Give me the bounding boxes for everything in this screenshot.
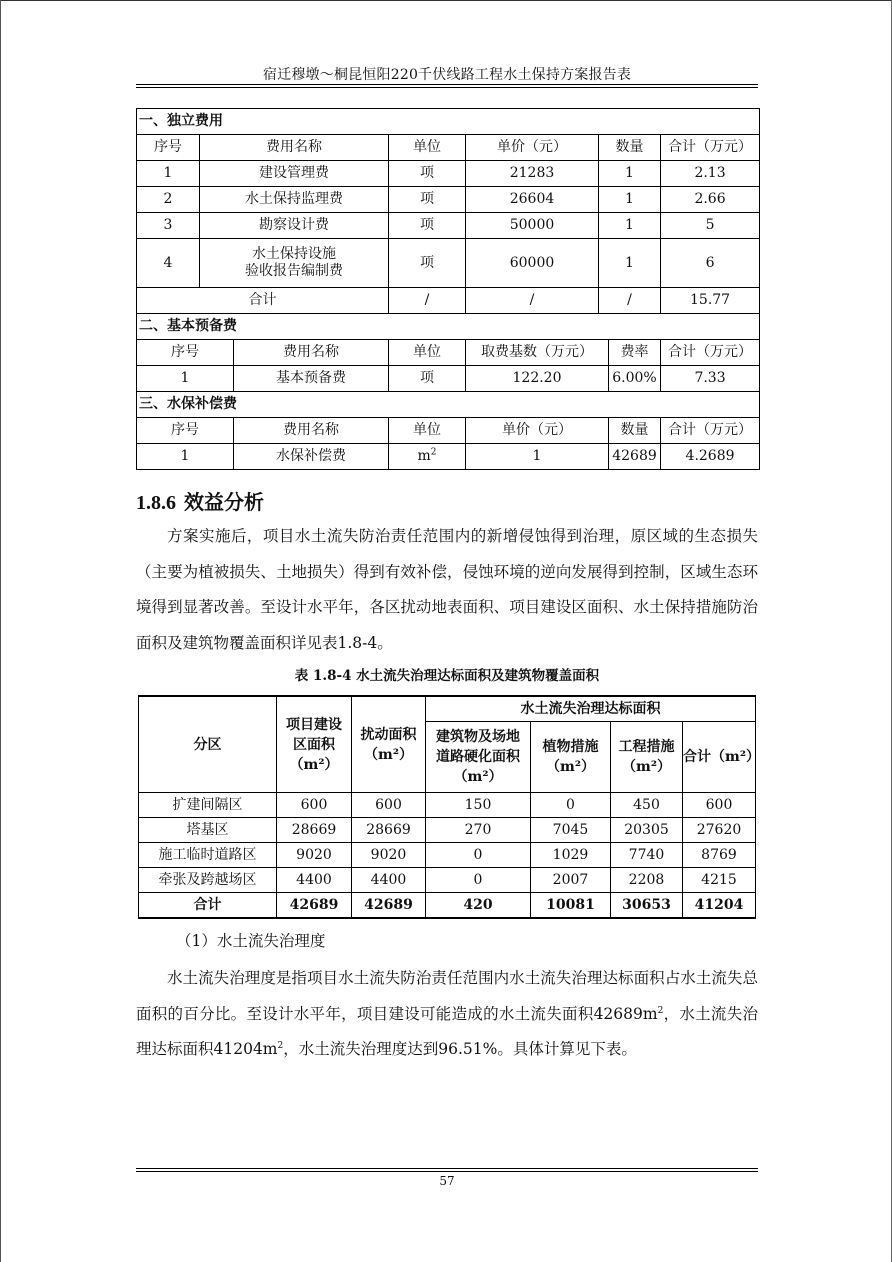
cell-no: 4	[137, 239, 200, 288]
header-cell: 单价（元）	[466, 418, 609, 444]
section-title-independent-fees: 一、独立费用	[137, 109, 760, 135]
cell-price: 50000	[466, 213, 599, 239]
cell-name-line: 水土保持设施	[252, 246, 336, 262]
header-cell: 单位	[389, 135, 466, 161]
cell-name: 勘察设计费	[200, 213, 389, 239]
header-line: （m²）	[622, 759, 671, 775]
cell-eng: 30653	[611, 893, 683, 919]
cell-unit: 项	[389, 366, 466, 392]
cell-project: 600	[277, 793, 352, 818]
cell-project: 4400	[277, 868, 352, 893]
header-line: （m²）	[364, 746, 413, 763]
table-row	[137, 444, 760, 470]
cell-eng: 450	[611, 793, 683, 818]
table-row	[137, 239, 760, 288]
cell-disturb: 28669	[352, 818, 426, 843]
total-row	[139, 893, 756, 919]
header-cell: 序号	[137, 135, 200, 161]
header-cell: 序号	[137, 340, 234, 366]
cell-total: 4.2689	[661, 444, 760, 470]
header-engineering	[611, 722, 683, 793]
section-title-compensation-fee: 三、水保补偿费	[137, 392, 760, 418]
cell-price: /	[466, 288, 599, 314]
cell-price: 60000	[466, 239, 599, 288]
header-cell: 数量	[609, 418, 661, 444]
footer-rule-double	[136, 1171, 758, 1172]
header-cell: 费用名称	[234, 340, 389, 366]
header-cell: 费用名称	[234, 418, 389, 444]
header-rule	[136, 84, 758, 85]
cell-building: 420	[426, 893, 531, 919]
cell-price: 1	[466, 444, 609, 470]
cell-no: 3	[137, 213, 200, 239]
cell-qty: 1	[599, 161, 661, 187]
cell-price: 21283	[466, 161, 599, 187]
header-cell: 单位	[389, 340, 466, 366]
table-row	[137, 213, 760, 239]
cell-total: 6	[661, 239, 760, 288]
running-header: 宿迁穆墩～桐昆恒阳220千伏线路工程水土保持方案报告表	[262, 67, 632, 83]
cell-price: 26604	[466, 187, 599, 213]
cell-unit: 项	[389, 213, 466, 239]
header-line: （m²）	[453, 769, 503, 785]
table-row	[139, 843, 756, 868]
cell-veg: 1029	[531, 843, 611, 868]
unit-text: m	[417, 448, 431, 464]
table-caption: 表 1.8-4 水土流失治理达标面积及建筑物覆盖面积	[294, 668, 600, 684]
cell-unit: /	[389, 288, 466, 314]
cell-unit: 项	[389, 187, 466, 213]
header-cell: 费率	[609, 340, 661, 366]
header-cell: 单价（元）	[466, 135, 599, 161]
cell-unit: 项	[389, 239, 466, 288]
table-row	[137, 366, 760, 392]
header-line: 项目建设	[286, 716, 342, 733]
cell-zone: 扩建间隔区	[139, 793, 277, 818]
header-line: 植物措施	[542, 739, 599, 755]
cell-veg: 2007	[531, 868, 611, 893]
cell-name	[200, 239, 389, 288]
cell-sum: 4215	[683, 868, 756, 893]
cell-disturb: 600	[352, 793, 426, 818]
cell-no: 1	[137, 161, 200, 187]
header-building-area	[426, 722, 531, 793]
header-line: （m²）	[289, 756, 339, 773]
cell-project: 28669	[277, 818, 352, 843]
cell-qty: 1	[599, 239, 661, 288]
cell-name: 建设管理费	[200, 161, 389, 187]
cell-total: 7.33	[661, 366, 760, 392]
cell-zone: 塔基区	[139, 818, 277, 843]
table-header-row	[137, 135, 760, 161]
area-table	[138, 695, 760, 919]
unit-superscript: 2	[430, 447, 437, 458]
header-cell: 取费基数（万元）	[466, 340, 609, 366]
cell-no: 2	[137, 187, 200, 213]
cell-qty: 1	[599, 213, 661, 239]
table-row	[139, 818, 756, 843]
table-header-row	[137, 418, 760, 444]
cell-sum: 41204	[683, 893, 756, 919]
header-line: 区面积	[293, 736, 335, 753]
cell-base: 122.20	[466, 366, 609, 392]
cell-qty: 1	[599, 187, 661, 213]
paragraph-benefit: 方案实施后，项目水土流失防治责任范围内的新增侵蚀得到治理，原区域的生态损失（主要为植被损失、土地损失）得到有效补偿，侵蚀环境的逆向发展得到控制，区域生态环境得到显著改善。至设计水平年，各区扰动地表面积、项目建设区面积、水土保持措施防治面积及建筑物覆盖面积详见表1.8-4。	[136, 527, 758, 652]
cell-disturb: 9020	[352, 843, 426, 868]
cell-name: 水土保持监理费	[200, 187, 389, 213]
cell-no: 1	[137, 444, 234, 470]
section-number: 1.8.6	[136, 492, 176, 514]
page-top-edge	[0, 0, 892, 1]
cell-building: 150	[426, 793, 531, 818]
sum-row	[137, 288, 760, 314]
subsection-heading: （1）水土流失治理度	[176, 932, 326, 950]
cell-zone: 牵张及跨越场区	[139, 868, 277, 893]
cell-zone: 施工临时道路区	[139, 843, 277, 868]
cell-name: 水保补偿费	[234, 444, 389, 470]
header-vegetation	[531, 722, 611, 793]
cell-unit: 项	[389, 161, 466, 187]
cell-veg: 10081	[531, 893, 611, 919]
cell-name-line: 验收报告编制费	[245, 263, 343, 279]
cell-building: 270	[426, 818, 531, 843]
page-number: 57	[439, 1174, 455, 1188]
cell-unit	[389, 444, 466, 470]
cell-sum-label: 合计	[137, 288, 389, 314]
header-cell: 单位	[389, 418, 466, 444]
header-cell: 合计（万元）	[661, 418, 760, 444]
cell-eng: 2208	[611, 868, 683, 893]
header-sum: 合计（m²）	[683, 722, 756, 793]
header-cell: 数量	[599, 135, 661, 161]
text-part: ，水土流失治理度达到96.51%。具体计算见下表。	[283, 1040, 637, 1058]
table-header-row	[139, 696, 756, 722]
header-project-area	[277, 696, 352, 793]
cell-name: 基本预备费	[234, 366, 389, 392]
section-title: 效益分析	[184, 490, 264, 514]
page-left-edge	[0, 0, 1, 1262]
cell-total: 2.66	[661, 187, 760, 213]
table-header-row	[137, 340, 760, 366]
table-row	[137, 187, 760, 213]
header-disturb-area	[352, 696, 426, 793]
cell-zone: 合计	[139, 893, 277, 919]
cell-eng: 7740	[611, 843, 683, 868]
cell-disturb: 42689	[352, 893, 426, 919]
text-part: 水土流失治理度是指项目水土流失防治责任范围内水土流失治理达标面积占水土流失总面积的百分比。至设计水平年，项目建设可能造成的水土流失面积42689m	[136, 969, 758, 1023]
cell-sum: 27620	[683, 818, 756, 843]
footer-rule	[136, 1168, 758, 1169]
cell-veg: 7045	[531, 818, 611, 843]
paragraph-treatment-degree	[136, 961, 758, 1068]
cost-table	[136, 108, 760, 470]
section-title-reserve-fee: 二、基本预备费	[137, 314, 760, 340]
header-line: 工程措施	[618, 739, 675, 755]
cell-total: 15.77	[661, 288, 760, 314]
header-cell: 合计（万元）	[661, 340, 760, 366]
cell-project: 42689	[277, 893, 352, 919]
cell-sum: 600	[683, 793, 756, 818]
header-rule-double	[136, 87, 758, 88]
header-group: 水土流失治理达标面积	[426, 696, 756, 722]
cell-building: 0	[426, 843, 531, 868]
table-row	[139, 793, 756, 818]
section-heading	[136, 486, 264, 515]
cell-veg: 0	[531, 793, 611, 818]
superscript: 2	[657, 1005, 664, 1016]
table-row	[139, 868, 756, 893]
header-line: 扰动面积	[360, 726, 417, 743]
text-part: ，水土流失治理达标面积41204m	[136, 1004, 758, 1058]
header-cell: 费用名称	[200, 135, 389, 161]
cell-qty: 42689	[609, 444, 661, 470]
cell-building: 0	[426, 868, 531, 893]
header-zone: 分区	[139, 696, 277, 793]
header-line: 道路硬化面积	[436, 749, 520, 765]
table-row	[137, 161, 760, 187]
cell-no: 1	[137, 366, 234, 392]
cell-qty: /	[599, 288, 661, 314]
cell-eng: 20305	[611, 818, 683, 843]
cell-total: 5	[661, 213, 760, 239]
cell-project: 9020	[277, 843, 352, 868]
cell-sum: 8769	[683, 843, 756, 868]
cell-rate: 6.00%	[609, 366, 661, 392]
cell-total: 2.13	[661, 161, 760, 187]
superscript: 2	[277, 1040, 284, 1051]
cell-disturb: 4400	[352, 868, 426, 893]
header-cell: 合计（万元）	[661, 135, 760, 161]
header-line: （m²）	[546, 759, 595, 775]
header-line: 建筑物及场地	[436, 729, 520, 745]
header-cell: 序号	[137, 418, 234, 444]
